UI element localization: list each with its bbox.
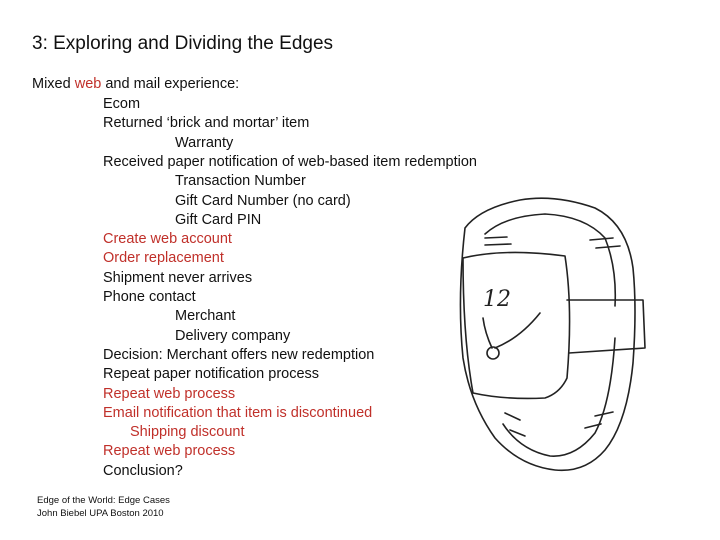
watch-face: [463, 252, 570, 398]
outline-item: Transaction Number: [175, 173, 306, 190]
outline-item: Received paper notification of web-based item redemption: [103, 153, 477, 170]
outline-item: Shipment never arrives: [103, 269, 253, 286]
watch-numeral: 12: [483, 287, 511, 312]
outline-item: Repeat web process: [103, 385, 236, 402]
outline-item: Create web account: [103, 231, 232, 248]
outline-item: Returned ‘brick and mortar’ item: [103, 115, 310, 132]
outline-item: Conclusion?: [103, 462, 183, 479]
footer-line-2: John Biebel UPA Boston 2010: [37, 508, 164, 519]
intro-prefix: Mixed: [32, 76, 75, 92]
outline-item: Email notification that item is discontinued: [103, 404, 373, 421]
watch-clasp: [567, 300, 645, 353]
intro-line: [32, 76, 239, 92]
outline-item: Phone contact: [103, 289, 196, 305]
footer: [37, 494, 170, 520]
wristwatch-sketch-icon: [445, 188, 675, 478]
outline-item: Shipping discount: [130, 424, 245, 441]
outline-item: Decision: Merchant offers new redemption: [103, 346, 375, 363]
outline-item: Gift Card PIN: [175, 211, 262, 228]
outline-item: Delivery company: [175, 327, 291, 344]
outline-item: Repeat paper notification process: [103, 366, 320, 383]
intro-suffix: and mail experience:: [101, 76, 240, 92]
outline-item: Ecom: [103, 96, 141, 112]
watch-hand-long: [495, 313, 540, 348]
outline-item: Merchant: [175, 308, 236, 325]
outline-item: Warranty: [175, 134, 234, 151]
outline-item: Repeat web process: [103, 443, 236, 460]
intro-highlight: web: [74, 76, 102, 92]
watch-center: [487, 347, 499, 359]
watch-hand-short: [483, 318, 492, 348]
slide-title: 3: Exploring and Dividing the Edges: [32, 33, 334, 54]
outline-item: Order replacement: [103, 250, 224, 267]
outline-item: Gift Card Number (no card): [175, 192, 351, 209]
footer-line-1: Edge of the World: Edge Cases: [37, 495, 170, 506]
